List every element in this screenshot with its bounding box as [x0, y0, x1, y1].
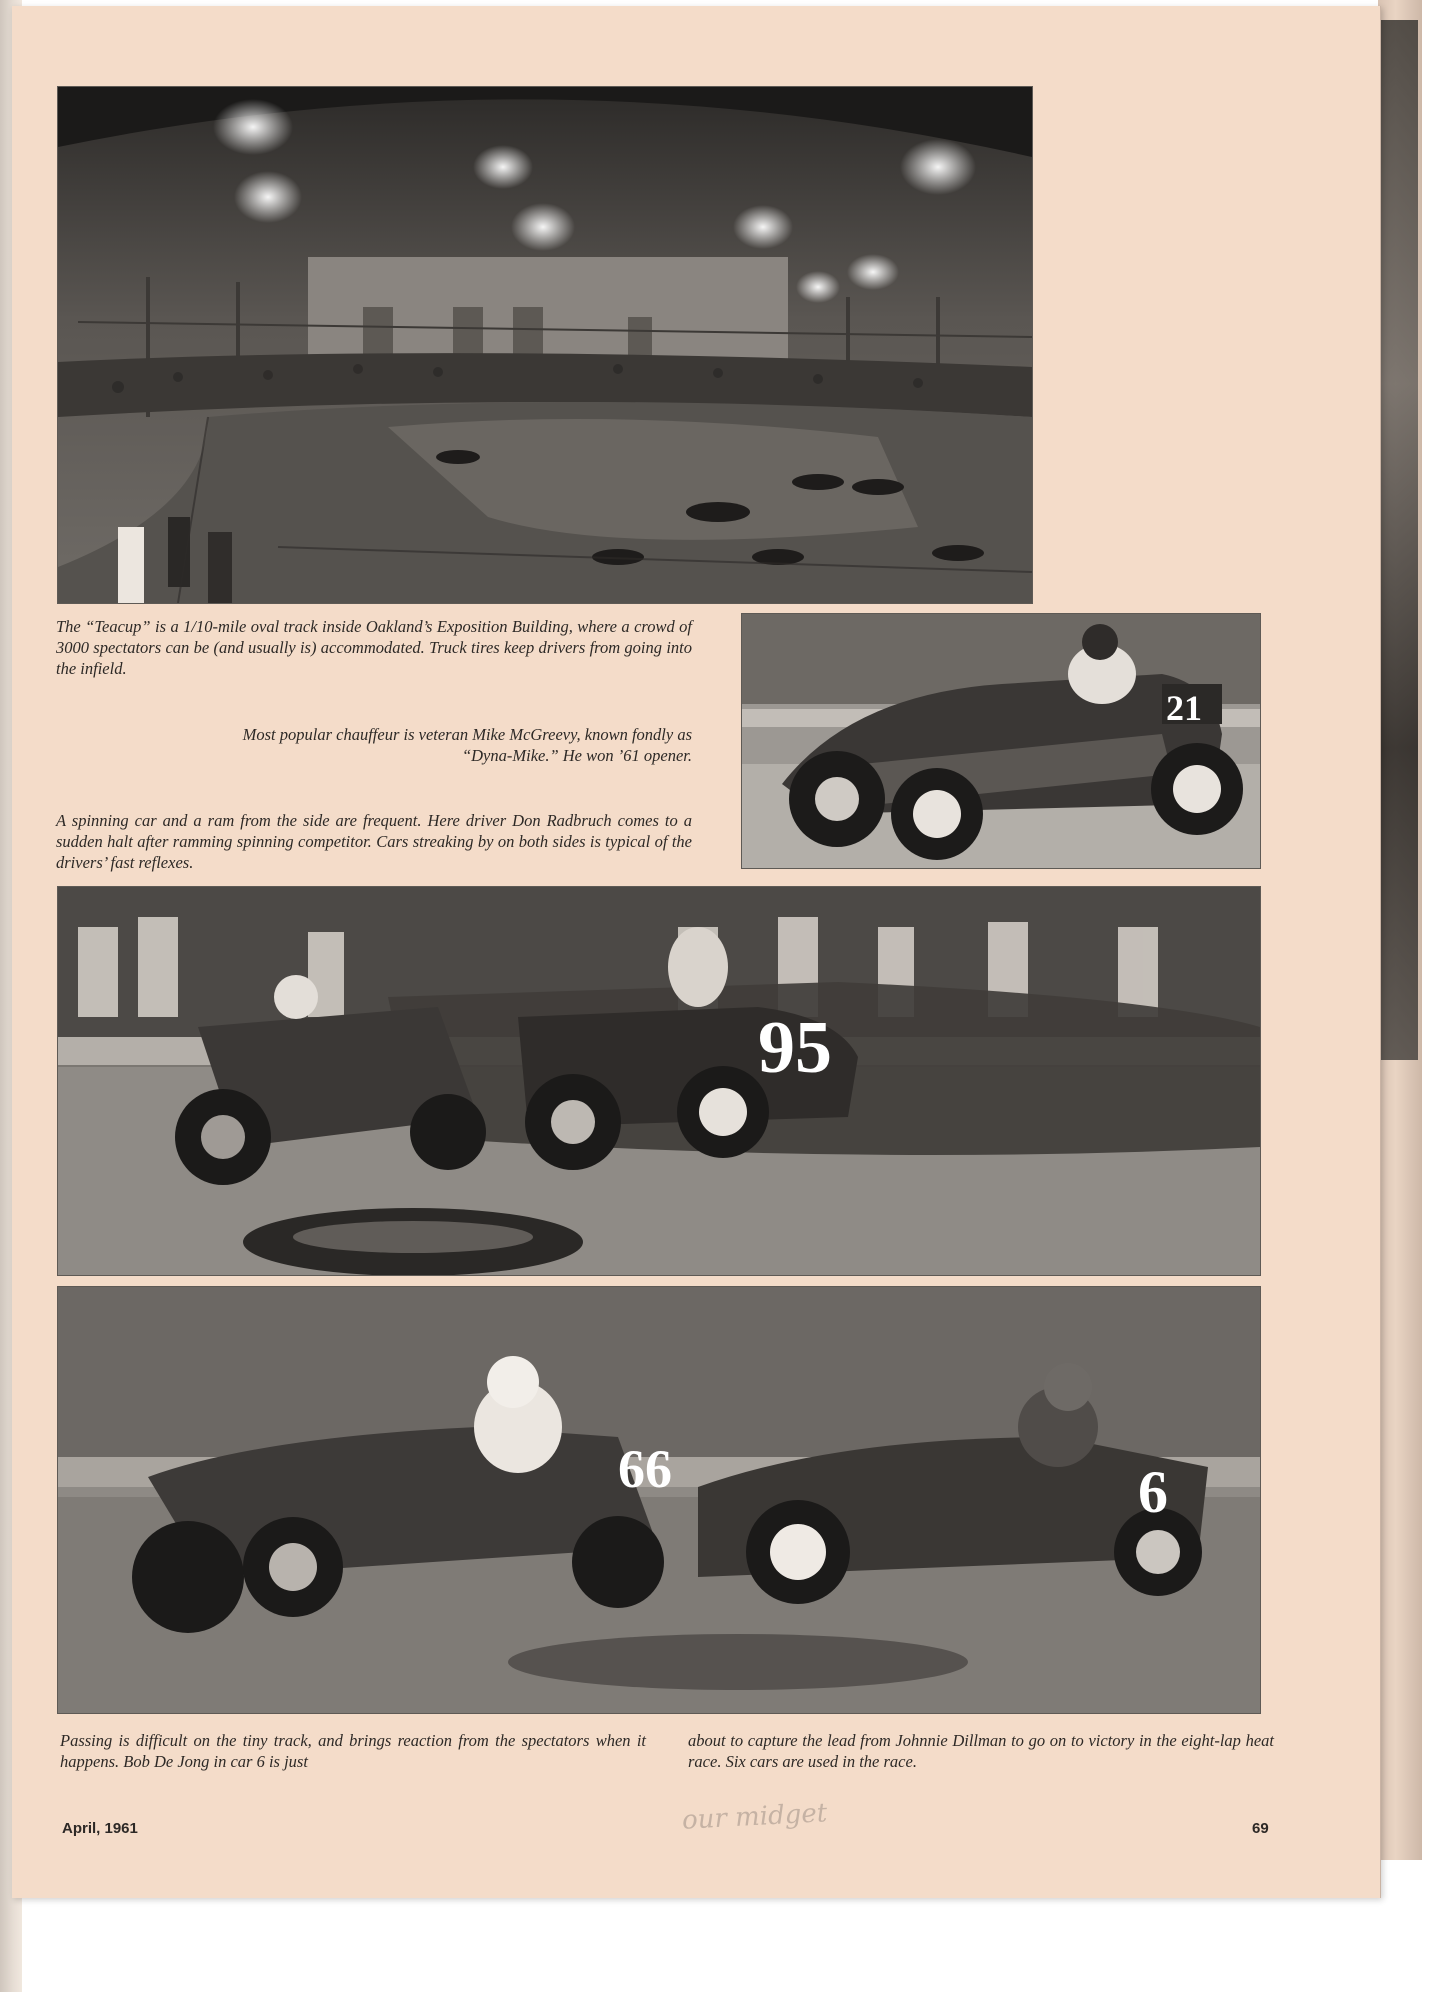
car-number-21: 21 — [1166, 688, 1202, 728]
teacup-arena-photo — [57, 86, 1033, 604]
passing-caption-left: Passing is difficult on the tiny track, and brings reaction from the spectators when it happens. Bob De Jong in car 6 is just — [60, 1731, 646, 1771]
mcgreevy-caption: Most popular chauffeur is veteran Mike McGreevy, known fondly as “Dyna-Mike.” He won ’61 opener. — [242, 725, 692, 765]
mcgreevy-car-photo — [741, 613, 1261, 869]
spinning-car-photo — [57, 886, 1261, 1276]
spinning-car-caption: A spinning car and a ram from the side are frequent. Here driver Don Radbruch comes to a sudden halt after ramming spinning competitor. Cars streaking by on both sides is typical of the drivers’ fast reflexes. — [56, 811, 692, 872]
handwritten-note: our midget — [681, 1798, 828, 1836]
passing-photo — [57, 1286, 1261, 1714]
page-number: 69 — [1252, 1820, 1269, 1837]
magazine-page — [12, 6, 1381, 1898]
issue-date: April, 1961 — [62, 1820, 138, 1837]
passing-caption-right: about to capture the lead from Johnnie Dillman to go on to victory in the eight-lap heat race. Six cars are used in the race. — [688, 1731, 1274, 1771]
car-number-95: 95 — [758, 1007, 832, 1089]
car-number-66: 66 — [618, 1439, 672, 1499]
car-number-6: 6 — [1138, 1459, 1168, 1525]
teacup-caption: The “Teacup” is a 1/10-mile oval track inside Oakland’s Exposition Building, where a crowd of 3000 spectators can be (and usually is) accommodated. Truck tires keep drivers from going into the infield. — [56, 617, 692, 678]
